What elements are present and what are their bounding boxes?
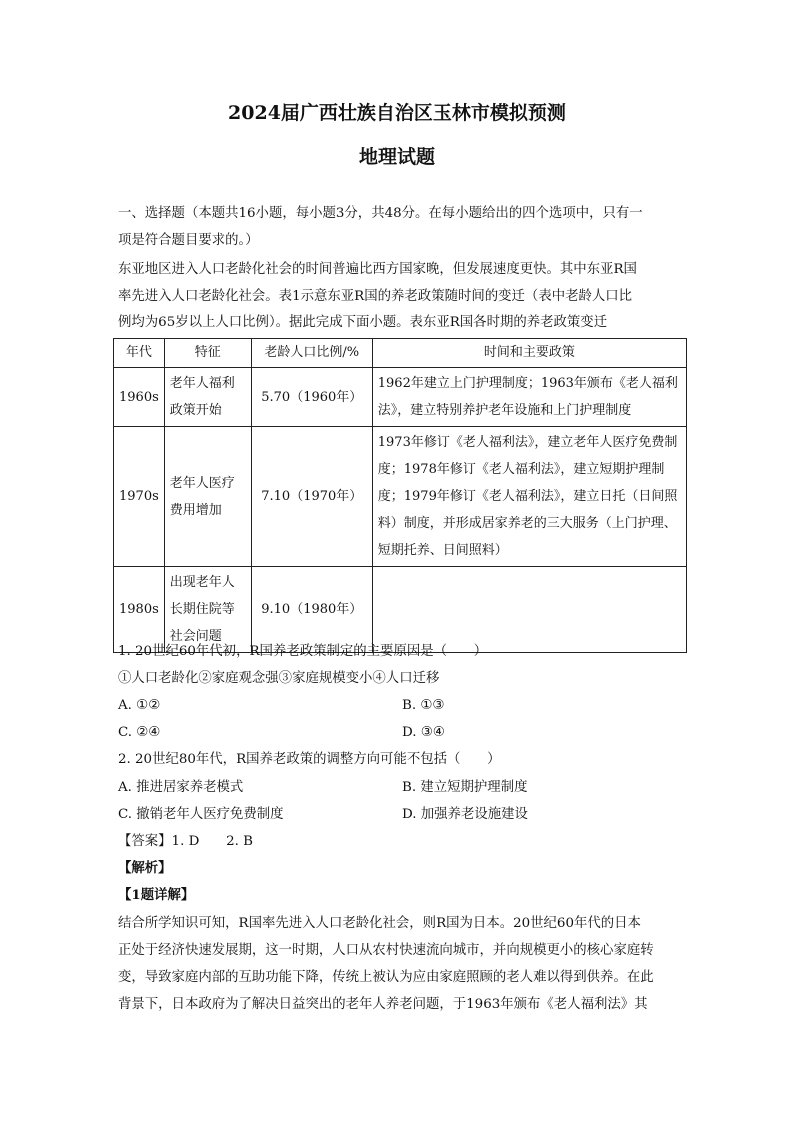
- question-2-stem: 2. 20世纪80年代，R国养老政策的调整方向可能不包括（ ）: [118, 752, 501, 767]
- era-cell: 1980s: [114, 567, 165, 653]
- question-1-option-c: C. ②④: [118, 725, 161, 740]
- section-intro-line1: 一、选择题（本题共16小题，每小题3分，共48分。在每小题给出的四个选项中，只有一: [118, 206, 643, 221]
- explanation-line4: 背景下，日本政府为了解决日益突出的老年人养老问题，于1963年颁布《老人福利法》其: [118, 997, 648, 1012]
- passage-line3: 例均为65岁以上人口比例）。据此完成下面小题。表东亚R国各时期的养老政策变迁: [118, 315, 608, 330]
- question-1-stem: 1. 20世纪60年代初，R国养老政策制定的主要原因是（ ）: [118, 644, 488, 659]
- detail-label: 【1题详解】: [118, 887, 195, 903]
- table-header-row: [114, 339, 687, 368]
- table-header: 特征: [164, 339, 251, 368]
- feature-cell: 老年人福利政策开始: [164, 368, 251, 427]
- ratio-cell: 5.70（1960年）: [251, 368, 372, 427]
- section-intro-line2: 项是符合题目要求的。）: [118, 233, 259, 248]
- passage-line2: 率先进入人口老龄化社会。表1示意东亚R国的养老政策随时间的变迁（表中老龄人口比: [118, 289, 633, 304]
- answer-line: 【答案】1. D 2. B: [118, 834, 253, 849]
- question-1-option-b: B. ①③: [402, 698, 445, 713]
- policy-cell: 1973年修订《老人福利法》，建立老年人医疗免费制度；1978年修订《老人福利法》，建立短期护理制度；1979年修订《老人福利法》，建立日托（日间照料）制度，并形成居家养老的三大服务（上门护理、短期托养、日间照料）: [372, 427, 686, 567]
- passage-line1: 东亚地区进入人口老龄化社会的时间普遍比西方国家晚，但发展速度更快。其中东亚R国: [118, 262, 637, 277]
- era-cell: 1960s: [114, 368, 165, 427]
- page-subtitle: 地理试题: [358, 146, 435, 168]
- table-header: 年代: [114, 339, 165, 368]
- policy-table: [113, 338, 687, 653]
- era-cell: 1970s: [114, 427, 165, 567]
- explanation-line3: 变，导致家庭内部的互助功能下降，传统上被认为应由家庭照顾的老人难以得到供养。在此: [118, 970, 654, 985]
- question-1-option-a: A. ①②: [118, 698, 161, 713]
- ratio-cell: 7.10（1970年）: [251, 427, 372, 567]
- analysis-label: 【解析】: [118, 860, 172, 876]
- question-1-factors: ①人口老龄化②家庭观念强③家庭规模变小④人口迁移: [118, 671, 440, 686]
- explanation-line2: 正处于经济快速发展期，这一时期，人口从农村快速流向城市，并向规模更小的核心家庭转: [118, 943, 654, 958]
- question-2-option-b: B. 建立短期护理制度: [402, 780, 528, 795]
- feature-cell: 老年人医疗费用增加: [164, 427, 251, 567]
- question-1-option-d: D. ③④: [402, 725, 445, 740]
- policy-cell: 1962年建立上门护理制度；1963年颁布《老人福利法》，建立特别养护老年设施和上门护理制度: [372, 368, 686, 427]
- ratio-cell: 9.10（1980年）: [251, 567, 372, 653]
- table-header: 老龄人口比例/%: [251, 339, 372, 368]
- table-row: [114, 427, 687, 567]
- feature-cell: 出现老年人长期住院等社会问题: [164, 567, 251, 653]
- table-header: 时间和主要政策: [372, 339, 686, 368]
- question-2-option-d: D. 加强养老设施建设: [402, 807, 528, 822]
- table-row: [114, 368, 687, 427]
- question-2-option-a: A. 推进居家养老模式: [118, 780, 244, 795]
- page-title: 2024届广西壮族自治区玉林市模拟预测: [228, 102, 566, 124]
- question-2-option-c: C. 撤销老年人医疗免费制度: [118, 807, 284, 822]
- explanation-line1: 结合所学知识可知，R国率先进入人口老龄化社会，则R国为日本。20世纪60年代的日本: [118, 916, 641, 931]
